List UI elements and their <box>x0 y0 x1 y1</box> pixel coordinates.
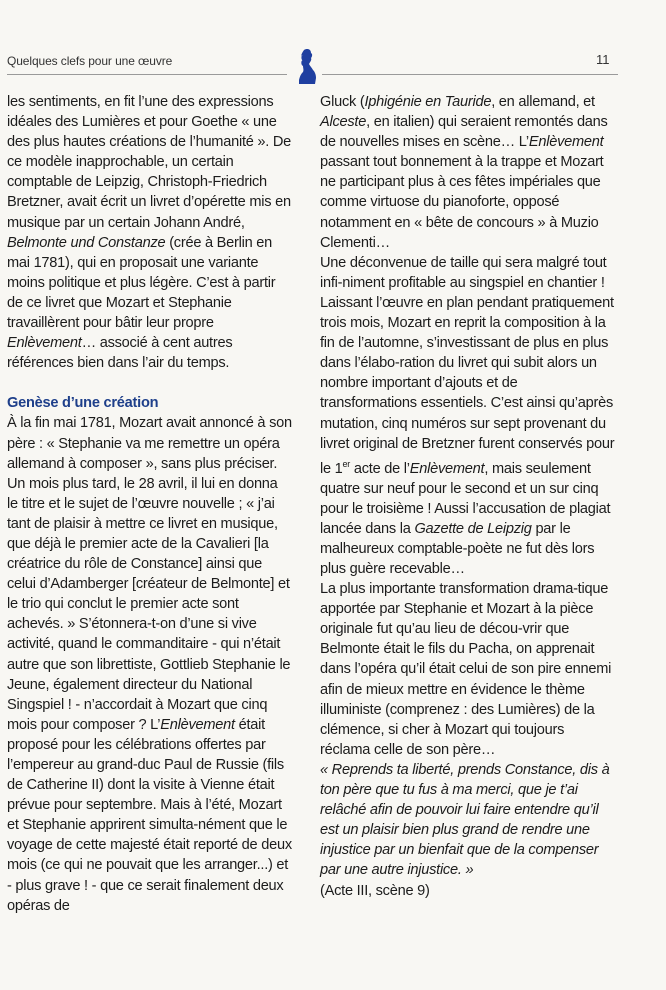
text-run: les sentiments, en fit l’une des expressions idéales des Lumières et pour Goethe « une des plus hautes créations de l’humanité ». De ce modèle inapprochable, un certain comptable de Leipzig, Christoph-Friedrich Bretzner, avait écrit un livret d’opérette mis en musique par un certain Johann André, <box>7 94 292 231</box>
page-number: 11 <box>596 52 610 67</box>
publication-title: Gazette de Leipzig <box>414 520 532 537</box>
work-title: Enlèvement <box>160 716 235 733</box>
text-run: par le malheureux comptable-poète ne fut dès lors plus guère recevable… <box>320 520 595 578</box>
header-rule-right <box>322 74 618 75</box>
running-head-title: Quelques clefs pour une œuvre <box>7 54 173 68</box>
text-run: , mais seulement quatre sur neuf pour le second et un sur cinq pour le troisième ! Aussi l’accusation de plagiat lancée dans la <box>320 460 611 537</box>
work-title: Enlèvement <box>409 460 485 477</box>
text-run: , en allemand, et <box>491 94 595 110</box>
left-paragraph-1 <box>7 92 292 373</box>
paragraph-gap <box>7 373 292 393</box>
text-run: Gluck ( <box>320 94 365 110</box>
work-title: Alceste <box>320 114 367 131</box>
right-paragraph-2 <box>320 253 616 579</box>
libretto-quote: « Reprends ta liberté, prends Constance, dis à ton père que tu fus à ma merci, que je t’ai relâché afin de pouvoir lui faire entendre qu’il est un plaisir bien plus grand de rendre une injustice par un bienfait que de la compenser par une autre injustice. » <box>320 761 610 879</box>
mozart-bust-icon <box>296 47 318 85</box>
left-column <box>7 92 292 916</box>
text-run: Une déconvenue de taille qui sera malgré tout infi-niment profitable au singspiel en chantier ! Laissant l’œuvre en plan pendant pratiquement trois mois, Mozart en reprit la composition à la fin de l’automne, s’investissant de plus en plus dans l’élabo-ration du livret qui subit alors un nombre important d’ajouts et de transformations essentiels. C’est ainsi qu’après mutation, cinq numéros sur sept provenant du livret original de Bretzner furent conservés pour le 1 <box>320 254 615 477</box>
text-run: … associé à cent autres références bien dans l’air du temps. <box>7 335 233 372</box>
left-paragraph-2 <box>7 413 292 915</box>
text-run: À la fin mai 1781, Mozart avait annoncé à son père : « Stephanie va me remettre un opéra allemand à composer », sans plus préciser. Un mois plus tard, le 28 avril, il lui en donna le titre et le sujet de l’œuvre nouvelle ; « j’ai tant de plaisir à mettre ce livret en musique, que déjà le premier acte de la Cavalieri [la créatrice du rôle de Constance] ainsi que celui d’Adamberger [créateur de Belmonte] et le trio qui conclut le premier acte sont achevés. » S’étonnera-t-on d’une si vive activité, quand le commanditaire - qui n’était autre que son librettiste, Gottlieb Stephanie le Jeune, également directeur du National Singspiel ! - n’accordait à Mozart que cinq mois pour composer ? L’ <box>7 415 292 733</box>
text-run: (crée à Berlin en mai 1781), qui en proposait une variante moins politique et plus légère. C’est à partir de ce livret que Mozart et Stephanie travaillèrent pour bâtir leur propre <box>7 234 276 332</box>
work-title: Iphigénie en Tauride <box>364 94 492 110</box>
work-title: Belmonte und Constanze <box>7 234 166 251</box>
superscript: er <box>342 458 351 469</box>
right-column <box>320 92 616 901</box>
work-title: Enlèvement <box>528 134 604 151</box>
header-rule-left <box>7 74 287 75</box>
work-title: Enlèvement <box>7 335 82 352</box>
text-run: acte de l’ <box>350 460 410 477</box>
right-paragraph-1 <box>320 92 616 253</box>
right-paragraph-3: La plus importante transformation drama-tique apportée par Stephanie et Mozart à la pièce originale fut qu’au lieu de décou-vrir que Belmonte était le fils du Pacha, on apprenait dans l’opéra qu’il était celui de son pire ennemi afin de mieux mettre en évidence le thème illuministe (comprenez : des Lumières) de la clémence, si cher à Mozart qui toujours réclama celle de son père… <box>320 581 612 758</box>
quote-citation: (Acte III, scène 9) <box>320 882 430 899</box>
text-run: passant tout bonnement à la trappe et Mozart ne participant plus à ces fêtes impériales que comme virtuose du pianoforte, opposé notamment en « bête de concours » à Muzio Clementi… <box>320 154 604 251</box>
section-heading: Genèse d’une création <box>7 395 159 412</box>
text-run: , en italien) qui seraient remontés dans de nouvelles mises en scène… L’ <box>320 114 608 151</box>
text-run: était proposé pour les célébrations offertes par l’empereur au grand-duc Paul de Russie (fils de Catherine II) dont la visite à Vienne était prévue pour septembre. Mais à l’été, Mozart et Stephanie apprirent simulta-nément que le voyage de cette majesté était reporté de deux mois (ce qui ne pouvait que les arranger...) et - plus grave ! - que ce serait finalement deux opéras de <box>7 716 292 914</box>
